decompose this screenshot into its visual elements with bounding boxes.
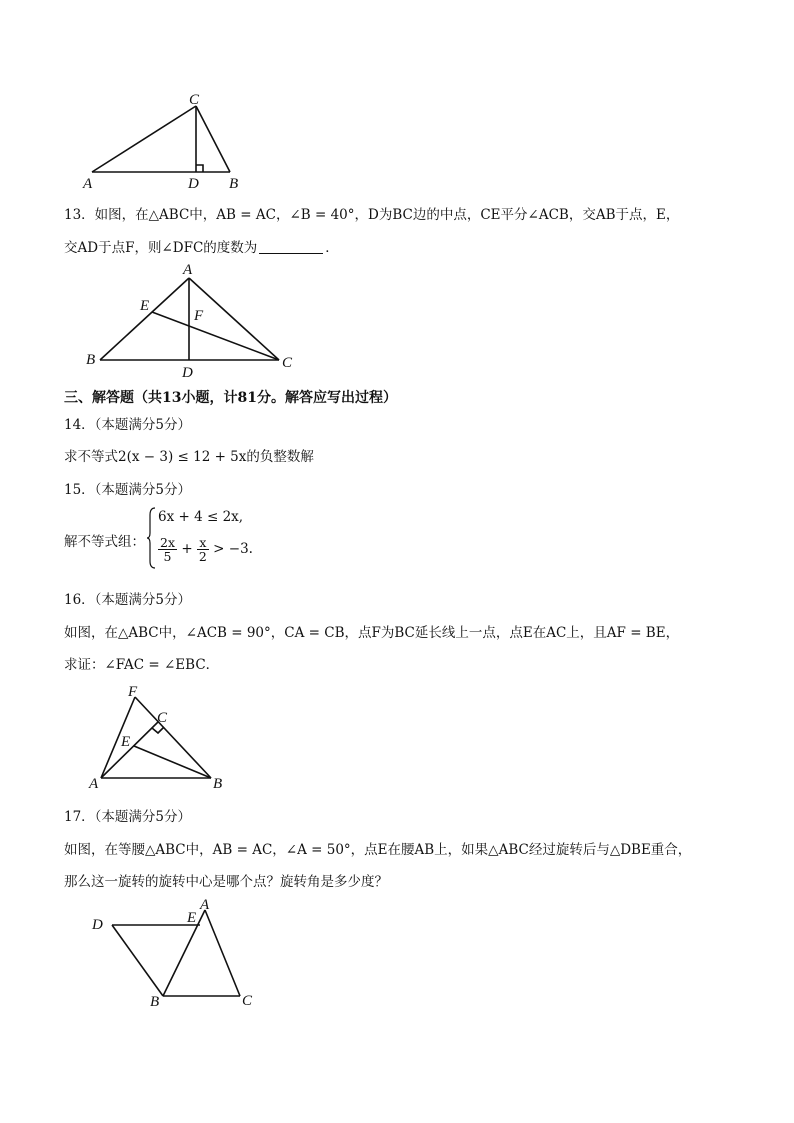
fraction-numerator: 2x: [160, 535, 176, 550]
fraction-denominator: 5: [163, 549, 172, 564]
q16-header: 16．（本题满分5分）: [64, 592, 192, 608]
segment-AC: [205, 910, 240, 996]
fraction-numerator: x: [197, 536, 209, 550]
label-C: C: [282, 355, 293, 371]
label-A: A: [200, 897, 210, 913]
q16-line2: 求证：∠FAC = ∠EBC．: [64, 657, 220, 673]
label-F: F: [128, 684, 138, 700]
q17-header: 17．（本题满分5分）: [64, 809, 192, 825]
plus-sign: +: [181, 541, 193, 557]
fraction-denominator: 2: [198, 549, 207, 564]
q15-eq1: 6x + 4 ≤ 2x,: [158, 509, 244, 525]
label-F: F: [194, 308, 204, 324]
label-E: E: [140, 298, 150, 314]
label-B: B: [213, 776, 223, 792]
segment-BA: [163, 910, 205, 996]
q14-header: 14．（本题满分5分）: [64, 417, 192, 433]
section-heading: 三、解答题（共13小题，计81分。解答应写出过程）: [64, 390, 397, 406]
label-E: E: [121, 734, 131, 750]
label-C: C: [189, 92, 200, 108]
q14-text: 求不等式2(x − 3) ≤ 12 + 5x的负整数解: [64, 449, 314, 465]
label-C: C: [242, 993, 253, 1009]
label-E: E: [187, 910, 197, 926]
q17-line2: 那么这一旋转的旋转中心是哪个点？旋转角是多少度？: [64, 874, 388, 890]
q17-line1: 如图，在等腰△ABC中，AB = AC，∠A = 50°，点E在腰AB上，如果△ABC经过旋转后与△DBE重合，: [64, 842, 692, 858]
label-B: B: [229, 176, 239, 192]
q15-header: 15．（本题满分5分）: [64, 482, 192, 498]
segment-DB: [112, 925, 163, 996]
label-A: A: [183, 262, 193, 278]
label-A: A: [83, 176, 93, 192]
label-D: D: [182, 365, 193, 381]
label-A: A: [89, 776, 99, 792]
label-B: B: [86, 352, 96, 368]
q13-line2-text: 交AD于点F，则∠DFC的度数为: [64, 240, 258, 256]
label-C: C: [157, 710, 168, 726]
q13-line1: 13．如图，在△ABC中，AB = AC，∠B = 40°，D为BC边的中点，CE平分∠ACB，交AB于点，E，: [64, 207, 680, 223]
q15-label: 解不等式组：: [64, 534, 145, 550]
label-B: B: [150, 994, 160, 1010]
q13-line2-end: ．: [325, 240, 339, 256]
q16-line1: 如图，在△ABC中，∠ACB = 90°，CA = CB，点F为BC延长线上一点，点E在AC上，且AF = BE，: [64, 625, 680, 641]
label-D: D: [92, 917, 103, 933]
inequality-tail: > −3.: [213, 541, 253, 557]
label-D: D: [188, 176, 199, 192]
